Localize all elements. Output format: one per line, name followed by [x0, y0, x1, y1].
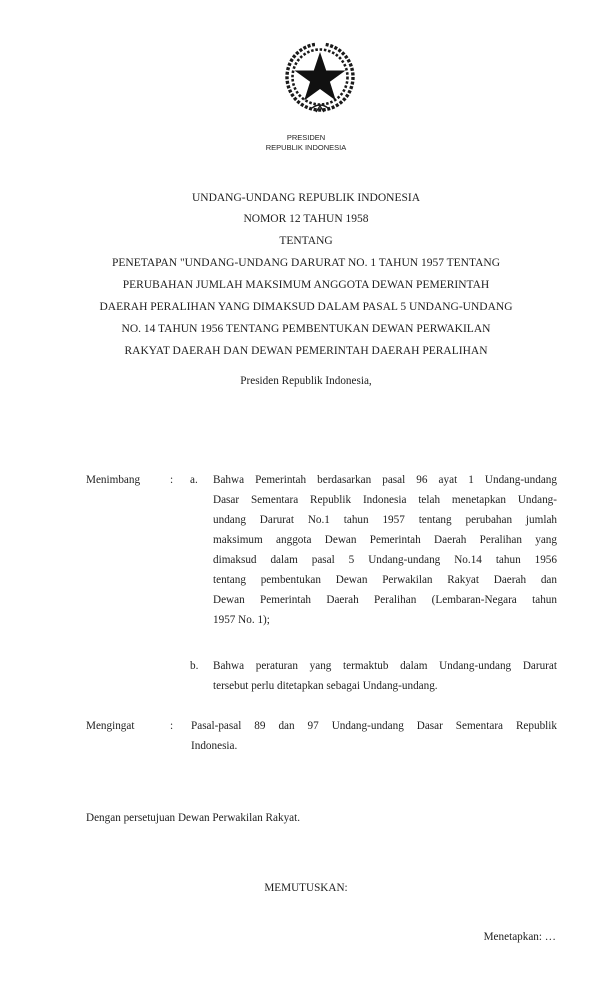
menimbang-item-a-marker: a. — [190, 474, 198, 486]
mengingat-colon: : — [170, 720, 174, 732]
menimbang-colon: : — [170, 474, 174, 486]
title-subject-line: NO. 14 TAHUN 1956 TENTANG PEMBENTUKAN DEWAN PERWAKILAN — [121, 323, 491, 335]
text-line: undang Darurat No.1 tahun 1957 tentang perubahan jumlah — [213, 514, 557, 526]
text-line: Bahwa peraturan yang termaktub dalam Undang-undang Darurat — [213, 660, 557, 672]
title-law-name: UNDANG-UNDANG REPUBLIK INDONESIA — [191, 192, 421, 204]
page-continuation: Menetapkan: … — [483, 931, 556, 943]
title-tentang: TENTANG — [279, 235, 333, 247]
text-line: tersebut perlu ditetapkan sebagai Undang-undang. — [213, 680, 438, 692]
text-line: Pasal-pasal 89 dan 97 Undang-undang Dasar Sementara Republik — [191, 720, 557, 732]
text-line: Dasar Sementara Republik Indonesia telah menetapkan Undang- — [213, 494, 557, 506]
title-subject-line: PERUBAHAN JUMLAH MAKSIMUM ANGGOTA DEWAN PEMERINTAH — [122, 279, 490, 291]
title-law-number: NOMOR 12 TAHUN 1958 — [243, 213, 369, 225]
menimbang-item-b-marker: b. — [190, 660, 199, 672]
text-line: 1957 No. 1); — [213, 614, 270, 626]
memutuskan-heading: MEMUTUSKAN: — [264, 882, 348, 894]
mengingat-label: Mengingat — [86, 720, 135, 732]
opening-president: Presiden Republik Indonesia, — [240, 375, 372, 387]
persetujuan-statement: Dengan persetujuan Dewan Perwakilan Rakyat. — [86, 812, 301, 824]
presidential-seal-icon — [282, 40, 358, 116]
text-line: dimaksud dalam pasal 5 Undang-undang No.14 tahun 1956 — [213, 554, 557, 566]
emblem-caption-republik: REPUBLIK INDONESIA — [265, 143, 347, 152]
title-subject-line: DAERAH PERALIHAN YANG DIMAKSUD DALAM PASAL 5 UNDANG-UNDANG — [99, 301, 513, 313]
text-line: Dewan Pemerintah Daerah Peralihan (Lembaran-Negara tahun — [213, 594, 557, 606]
mengingat-text — [191, 716, 557, 756]
emblem-caption-presiden: PRESIDEN — [286, 133, 326, 142]
title-subject-line: PENETAPAN "UNDANG-UNDANG DARURAT NO. 1 TAHUN 1957 TENTANG — [111, 257, 501, 269]
menimbang-item-a — [213, 470, 557, 630]
menimbang-item-b — [213, 656, 557, 696]
text-line: maksimum anggota Dewan Pemerintah Daerah Peralihan yang — [213, 534, 557, 546]
menimbang-label: Menimbang — [86, 474, 141, 486]
text-line: Bahwa Pemerintah berdasarkan pasal 96 ayat 1 Undang-undang — [213, 474, 557, 486]
title-subject-line: RAKYAT DAERAH DAN DEWAN PEMERINTAH DAERAH PERALIHAN — [124, 345, 488, 357]
text-line: tentang pembentukan Dewan Perwakilan Rakyat Daerah dan — [213, 574, 557, 586]
text-line: Indonesia. — [191, 740, 238, 752]
